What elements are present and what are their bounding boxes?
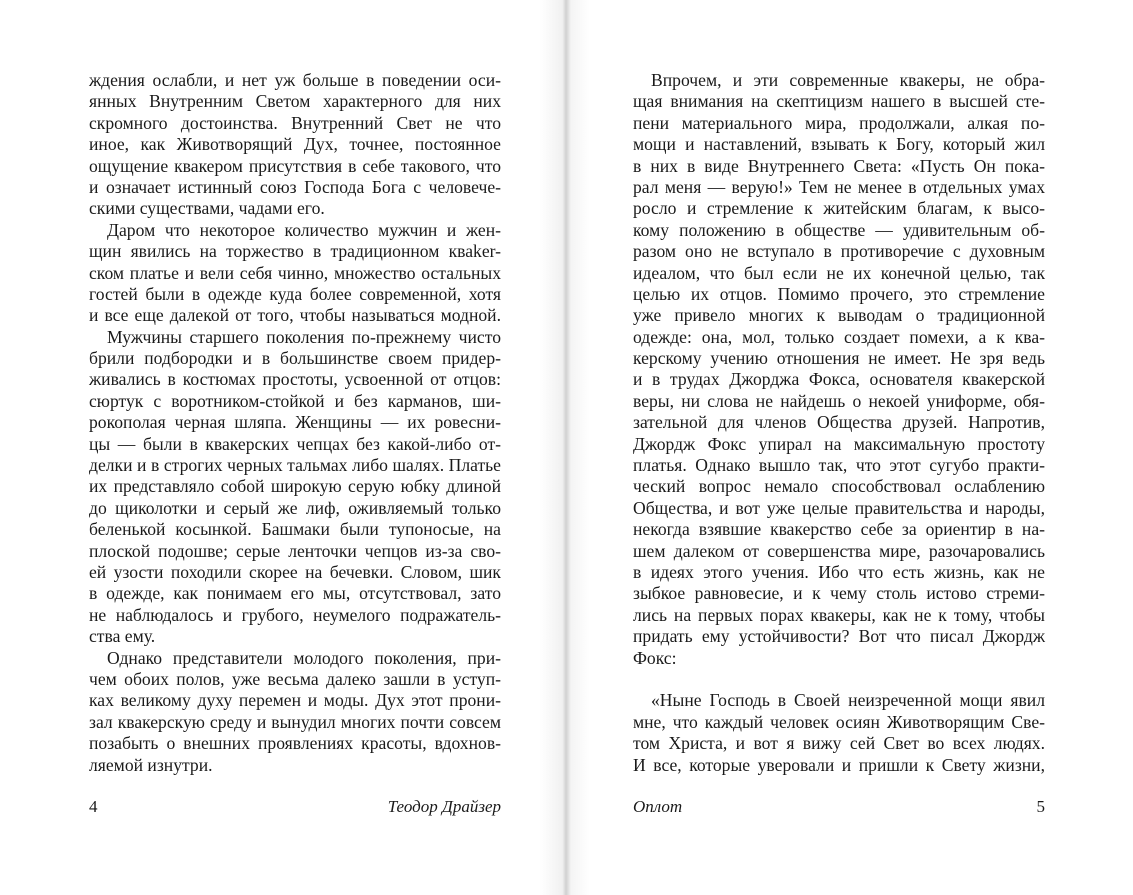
text-line: Даром что некоторое количество мужчин и жен-	[107, 219, 501, 240]
text-line: цы — были в квакерских чепцах без какой-либо от-	[89, 433, 501, 454]
text-line: не наблюдалось и грубого, неумелого подражатель-	[89, 604, 501, 625]
text-line: сюртук с воротником-стойкой и без карманов, ши-	[89, 390, 501, 411]
text-line: в них в виде Внутреннего Света: «Пусть Он пока-	[633, 155, 1045, 176]
text-line: лись на первых порах квакеры, как не к тому, чтобы	[633, 604, 1045, 625]
text-line: иное, как Животворящий Дух, точнее, постоянное	[89, 134, 501, 155]
text-line: платья. Однако вышло так, что этот сугубо практи-	[633, 455, 1045, 476]
text-line: уже привело многих к выводам о традиционной	[633, 305, 1045, 326]
text-line: рокополая черная шляпа. Женщины — их ровесни-	[89, 412, 501, 433]
text-line: одежде: она, мол, только создает помехи, а к ква-	[633, 326, 1045, 347]
text-line: разом оно не вступало в противоречие с духовным	[633, 241, 1045, 262]
text-line: ощущение квакером присутствия в себе такового, что	[89, 155, 501, 176]
left-page-number: 4	[89, 797, 98, 816]
text-line: зыбкое равновесие, и к чему столь истово стреми-	[633, 583, 1045, 604]
text-line: и все еще далекой от того, чтобы называться модной.	[89, 305, 501, 326]
text-line: ляемой изнутри.	[89, 754, 213, 775]
text-line: придать ему устойчивости? Вот что писал Джордж	[633, 626, 1045, 647]
text-line: чем обоих полов, уже весьма далеко зашли в уступ-	[89, 668, 501, 689]
text-line: Общества, и вот уже целые правительства и народы,	[633, 497, 1045, 518]
text-line: веры, ни слова не найдешь о некоей униформе, обя-	[633, 390, 1045, 411]
text-line: в одежде, как понимаем его мы, отсутствовал, зато	[89, 583, 501, 604]
text-line: янных Внутренним Светом характерного для них	[89, 91, 501, 112]
text-line: зательной для членов Общества друзей. Напротив,	[633, 412, 1045, 433]
text-line: зал квакерскую среду и вынудил многих почти совсем	[89, 711, 501, 732]
quote-line: том Христа, и вот я вижу сей Свет во всех людях.	[633, 733, 1045, 754]
text-line: Мужчины старшего поколения по-прежнему чисто	[107, 326, 501, 347]
text-line: скими существами, чадами его.	[89, 198, 325, 219]
text-line: плоской подошве; серые ленточки чепцов из-за сво-	[89, 540, 501, 561]
right-running-head: Оплот	[633, 797, 683, 816]
text-line: живались в костюмах простоты, усвоенной от отцов:	[89, 369, 501, 390]
text-line: керскому учению отношения не имеет. Не зря ведь	[633, 348, 1045, 369]
text-line: до щиколотки и серый же лиф, оживляемый только	[89, 497, 501, 518]
text-line: некогда взявшие квакерство себе за ориентир в на-	[633, 519, 1045, 540]
text-line: ей узости походили скорее на бечевки. Словом, шик	[89, 561, 501, 582]
quote-line: И все, которые уверовали и пришли к Свету жизни,	[633, 754, 1045, 775]
left-running-head: Теодор Драйзер	[387, 797, 501, 816]
text-line: и означает истинный союз Господа Бога с человече-	[89, 176, 501, 197]
text-line: щин явились на торжество в традиционном кваker-	[89, 241, 501, 262]
text-line: росло и стремление к житейским благам, к высо-	[633, 198, 1045, 219]
text-line: делки и в строгих черных тальмах либо шалях. Платье	[89, 455, 501, 476]
book-gutter	[540, 0, 590, 895]
text-line: шем далеком от совершенства мире, разочаровались	[633, 540, 1045, 561]
text-line: позабыть о внешних проявлениях красоты, вдохнов-	[89, 733, 501, 754]
quote-line: мне, что каждый человек осиян Животворящим Све-	[633, 711, 1045, 732]
text-line: ства ему.	[89, 626, 156, 647]
text-line: их представляло собой широкую серую юбку длиной	[89, 476, 501, 497]
text-line: щая внимания на скептицизм нашего в высшей сте-	[633, 91, 1045, 112]
text-line: беленькой косынкой. Башмаки были тупоносые, на	[89, 519, 501, 540]
text-line: пени материального мира, продолжали, алкая по-	[633, 112, 1045, 133]
text-line: скромного достоинства. Внутренний Свет не что	[89, 112, 501, 133]
text-line: в идеях этого учения. Ибо что есть жизнь, как не	[633, 561, 1045, 582]
text-line: идеалом, что был если не их конечной целью, так	[633, 262, 1045, 283]
text-line: Джордж Фокс упирал на максимальную простоту	[633, 433, 1045, 454]
text-line: брили подбородки и в большинстве своем придер-	[89, 348, 501, 369]
text-line: Впрочем, и эти современные квакеры, не обра-	[651, 70, 1045, 90]
text-line: целью их отцов. Помимо прочего, это стремление	[633, 283, 1045, 304]
text-line: кому положению в обществе — удивительным об-	[633, 219, 1045, 240]
text-line: ском платье и вели себя чинно, множество остальных	[89, 262, 501, 283]
blank-line	[633, 669, 1045, 690]
text-line: ческий вопрос немало способствовал ослаблению	[633, 476, 1045, 497]
text-line: Однако представители молодого поколения, при-	[107, 647, 501, 668]
text-line: гостей были в одежде куда более современной, хотя	[89, 283, 501, 304]
text-line: ждения ослабли, и нет уж больше в поведении оси-	[89, 70, 501, 90]
text-line: и в трудах Джорджа Фокса, основателя квакерской	[633, 369, 1045, 390]
quote-line: «Ныне Господь в Своей неизреченной мощи явил	[651, 690, 1045, 711]
right-page-text	[633, 70, 1045, 776]
left-page-text	[89, 70, 501, 776]
text-line: Фокс:	[633, 647, 677, 668]
text-line: ках великому духу перемен и моды. Дух этот прони-	[89, 690, 501, 711]
text-line: мощи и наставлений, взывать к Богу, который жил	[633, 134, 1045, 155]
text-line: рал меня — верую!» Тем не менее в отдельных умах	[633, 176, 1045, 197]
right-page-number: 5	[1036, 797, 1045, 816]
